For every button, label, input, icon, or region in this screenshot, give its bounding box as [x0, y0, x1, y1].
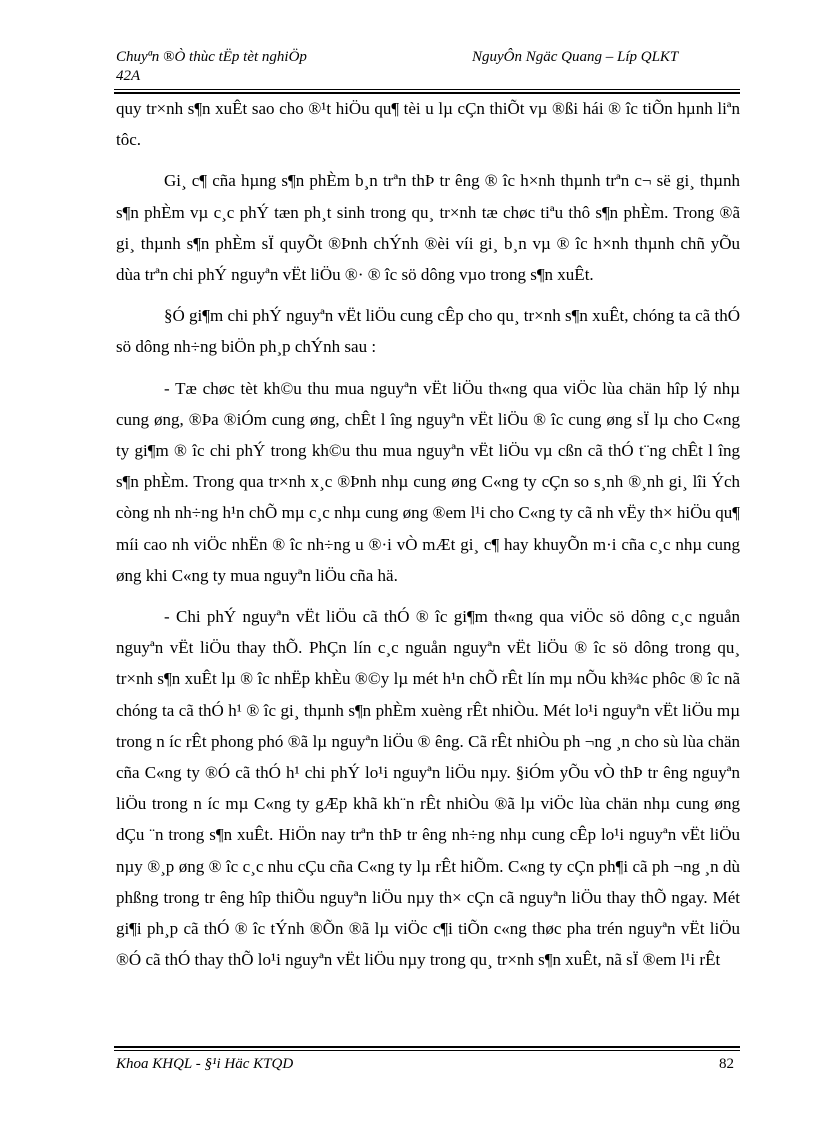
- footer-faculty: Khoa KHQL - §¹i Häc KTQD: [116, 1056, 294, 1072]
- page-header: [116, 48, 716, 90]
- header-author: NguyÔn Ngäc Quang – Líp QLKT: [472, 49, 679, 65]
- header-left: [116, 48, 376, 86]
- paragraph: quy tr×nh s¶n xuÊt sao cho ®¹t hiÖu qu¶ tèi u lµ cÇn thiÕt vµ ®ßi hái ® îc tiÕn hµnh liªn tôc.: [116, 99, 740, 150]
- page-footer: [116, 1056, 740, 1073]
- header-class: 42A: [116, 68, 141, 84]
- paragraph: §Ó gi¶m chi phÝ nguyªn vËt liÖu cung cÊp cho qu¸ tr×nh s¶n xuÊt, chóng ta cã thÓ sö dông nh÷ng biÖn ph¸p chÝnh sau :: [116, 306, 740, 357]
- header-title: Chuyªn ®Ò thùc tËp tèt nghiÖp: [116, 49, 307, 65]
- paragraph: Gi¸ c¶ cña hµng s¶n phÈm b¸n trªn thÞ tr êng ® îc h×nh thµnh trªn c¬ së gi¸ thµnh s¶n phÈm vµ c¸c phÝ tæn ph¸t sinh trong qu¸ tr×nh tæ chøc tiªu thô s¶n phÈm. Trong ®ã gi¸ thµnh s¶n phÈm sÏ quyÕt ®Þnh chÝnh ®èi víi gi¸ b¸n vµ ® îc h×nh thµnh chñ yÕu dùa trªn chi phÝ nguyªn vËt liÖu ®· ® îc sö dông vµo trong s¶n xuÊt.: [116, 171, 740, 285]
- page-body: [116, 93, 740, 975]
- paragraph: - Chi phÝ nguyªn vËt liÖu cã thÓ ® îc gi¶m th«ng qua viÖc sö dông c¸c nguån nguyªn vËt liÖu thay thÕ. PhÇn lín c¸c nguån nguyªn vËt liÖu ® îc sö dông trong qu¸ tr×nh s¶n xuÊt lµ ® îc nhËp khÈu ®©y lµ mét h¹n chÕ rÊt lín mµ nÕu kh¾c phôc ® îc nã chóng ta cã thÓ h¹ ® îc gi¸ thµnh s¶n phÈm xuèng rÊt nhiÒu. Mét lo¹i nguyªn vËt liÖu mµ trong n íc rÊt phong phó ®ã lµ nguyªn liÖu ® êng. Cã rÊt nhiÒu ph ¬ng ¸n cho sù lùa chän cña C«ng ty ®Ó cã thÓ h¹ chi phÝ lo¹i nguyªn liÖu nµy. §iÓm yÕu vÒ thÞ tr êng nguyªn liÖu trong n íc mµ C«ng ty gÆp khã kh¨n rÊt nhiÒu ®ã lµ viÖc lùa chän nhµ cung øng dÇu ¨n trong s¶n xuÊt. HiÖn nay trªn thÞ tr êng nh÷ng nhµ cung cÊp lo¹i nguyªn vËt liÖu nµy ®¸p øng ® îc c¸c nhu cÇu cña C«ng ty lµ rÊt hiÕm. C«ng ty cÇn ph¶i cã ph ¬ng ¸n dù phßng trong tr êng hîp thiÕu nguyªn liÖu nµy th× cÇn cã nguyªn liÖu thay thÕ ngay. Mét gi¶i ph¸p cã thÓ ® îc tÝnh ®Õn ®ã lµ viÖc c¶i tiÕn c«ng thøc pha trén nguyªn vËt liÖu ®Ó cã thÓ thay thÕ lo¹i nguyªn vËt liÖu nµy trong qu¸ tr×nh s¶n xuÊt, nã sÏ ®em l¹i rÊt: [116, 607, 740, 970]
- footer-rule: [114, 1046, 740, 1051]
- paragraph: - Tæ chøc tèt kh©u thu mua nguyªn vËt liÖu th«ng qua viÖc lùa chän hîp lý nhµ cung øng, ®Þa ®iÓm cung øng, chÊt l îng nguyªn vËt liÖu ® îc cung øng sÏ lµ cho C«ng ty gi¶m ® îc chi phÝ trong kh©u thu mua nguyªn vËt liÖu vµ cßn cã thÓ t¨ng chÊt l îng s¶n phÈm. Trong qua tr×nh x¸c ®Þnh nhµ cung øng C«ng ty cÇn so s¸nh ®¸nh gi¸ lîi Ých còng nh nh÷ng h¹n chÕ mµ c¸c nhµ cung øng ®em l¹i cho C«ng ty cã nh vËy th× hiÖu qu¶ míi cao nh viÖc nhËn ® îc nh÷ng u ®·i vÒ mÆt gi¸ c¶ hay khuyÕn m·i cña c¸c nhµ cung øng khi C«ng ty mua nguyªn liÖu cña hä.: [116, 378, 740, 585]
- page-number: 82: [719, 1056, 734, 1072]
